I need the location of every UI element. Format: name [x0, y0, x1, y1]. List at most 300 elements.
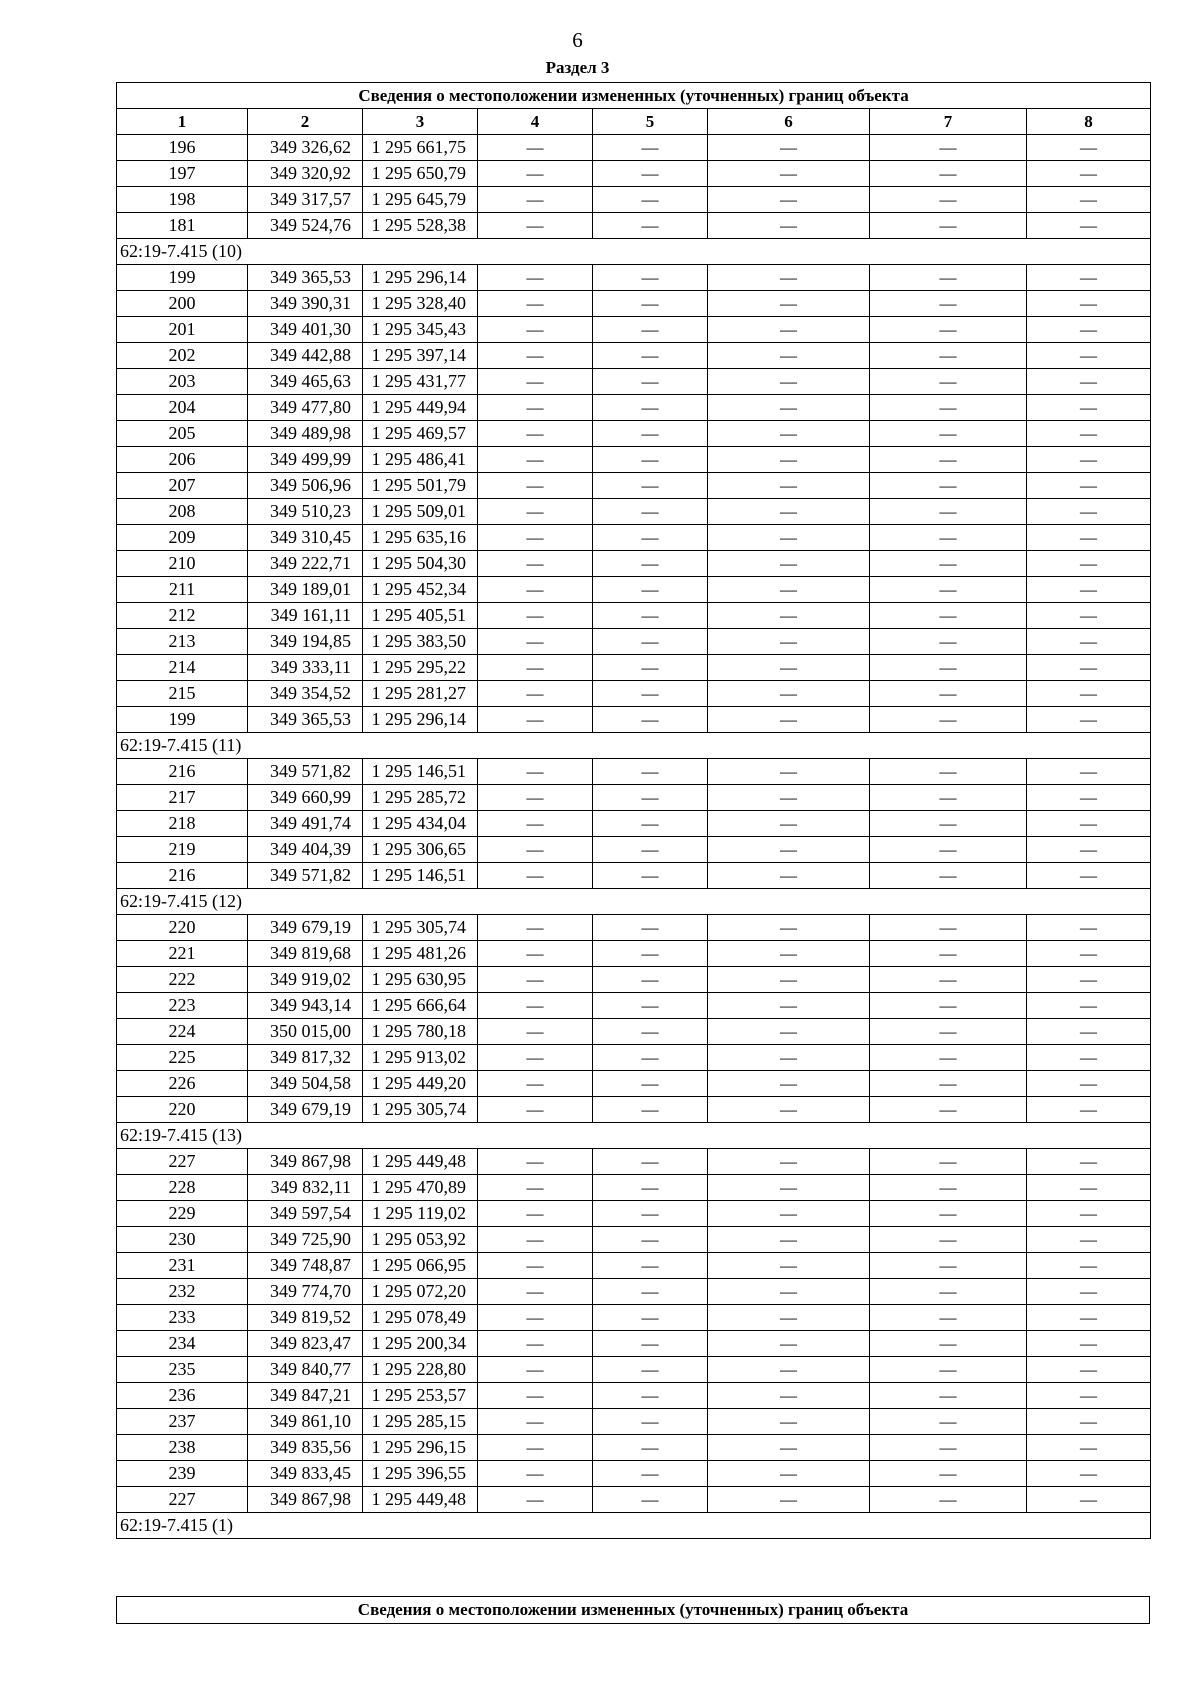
empty-value-dash: —: [1027, 447, 1151, 473]
empty-value-dash: —: [593, 863, 708, 889]
table-row: [117, 837, 1151, 863]
empty-value-dash: —: [593, 135, 708, 161]
empty-value-dash: —: [478, 1201, 593, 1227]
empty-value-dash: —: [478, 577, 593, 603]
empty-value-dash: —: [478, 603, 593, 629]
coordinate-y: 1 295 449,94: [363, 395, 478, 421]
empty-value-dash: —: [870, 863, 1027, 889]
group-header-row: [117, 239, 1151, 265]
table-row: [117, 1201, 1151, 1227]
coordinate-x: 349 326,62: [248, 135, 363, 161]
empty-value-dash: —: [593, 1201, 708, 1227]
table-row: [117, 1071, 1151, 1097]
empty-value-dash: —: [593, 369, 708, 395]
point-number: 227: [117, 1149, 248, 1175]
point-number: 210: [117, 551, 248, 577]
empty-value-dash: —: [870, 213, 1027, 239]
coordinate-x: 350 015,00: [248, 1019, 363, 1045]
empty-value-dash: —: [708, 1435, 870, 1461]
table-row: [117, 655, 1151, 681]
empty-value-dash: —: [870, 369, 1027, 395]
empty-value-dash: —: [870, 1227, 1027, 1253]
empty-value-dash: —: [870, 1097, 1027, 1123]
empty-value-dash: —: [708, 915, 870, 941]
empty-value-dash: —: [478, 863, 593, 889]
coordinate-y: 1 295 345,43: [363, 317, 478, 343]
coordinate-y: 1 295 053,92: [363, 1227, 478, 1253]
empty-value-dash: —: [593, 1409, 708, 1435]
empty-value-dash: —: [1027, 1357, 1151, 1383]
empty-value-dash: —: [708, 759, 870, 785]
empty-value-dash: —: [1027, 915, 1151, 941]
group-header-row: [117, 1513, 1151, 1539]
empty-value-dash: —: [870, 707, 1027, 733]
empty-value-dash: —: [593, 1253, 708, 1279]
empty-value-dash: —: [593, 161, 708, 187]
empty-value-dash: —: [708, 1461, 870, 1487]
empty-value-dash: —: [708, 1279, 870, 1305]
coordinate-x: 349 748,87: [248, 1253, 363, 1279]
point-number: 204: [117, 395, 248, 421]
empty-value-dash: —: [593, 551, 708, 577]
empty-value-dash: —: [593, 577, 708, 603]
empty-value-dash: —: [708, 785, 870, 811]
empty-value-dash: —: [870, 291, 1027, 317]
group-header-row: [117, 733, 1151, 759]
empty-value-dash: —: [708, 1097, 870, 1123]
coordinate-x: 349 404,39: [248, 837, 363, 863]
empty-value-dash: —: [708, 967, 870, 993]
coordinate-x: 349 679,19: [248, 1097, 363, 1123]
point-number: 215: [117, 681, 248, 707]
empty-value-dash: —: [708, 993, 870, 1019]
empty-value-dash: —: [1027, 551, 1151, 577]
coordinate-y: 1 295 635,16: [363, 525, 478, 551]
coordinate-x: 349 491,74: [248, 811, 363, 837]
empty-value-dash: —: [708, 1305, 870, 1331]
table-row: [117, 993, 1151, 1019]
empty-value-dash: —: [1027, 343, 1151, 369]
empty-value-dash: —: [1027, 577, 1151, 603]
coordinate-x: 349 365,53: [248, 707, 363, 733]
empty-value-dash: —: [870, 1383, 1027, 1409]
coordinate-x: 349 161,11: [248, 603, 363, 629]
page-number: 6: [572, 28, 583, 52]
point-number: 209: [117, 525, 248, 551]
empty-value-dash: —: [593, 785, 708, 811]
coordinate-y: 1 295 281,27: [363, 681, 478, 707]
empty-value-dash: —: [593, 1019, 708, 1045]
empty-value-dash: —: [593, 291, 708, 317]
empty-value-dash: —: [478, 629, 593, 655]
table-row: [117, 863, 1151, 889]
table-row: [117, 603, 1151, 629]
empty-value-dash: —: [593, 759, 708, 785]
empty-value-dash: —: [478, 1487, 593, 1513]
coordinate-x: 349 725,90: [248, 1227, 363, 1253]
coordinate-y: 1 295 405,51: [363, 603, 478, 629]
empty-value-dash: —: [1027, 395, 1151, 421]
empty-value-dash: —: [1027, 707, 1151, 733]
table-row: [117, 499, 1151, 525]
coordinate-x: 349 597,54: [248, 1201, 363, 1227]
empty-value-dash: —: [478, 655, 593, 681]
point-number: 239: [117, 1461, 248, 1487]
point-number: 200: [117, 291, 248, 317]
coordinate-x: 349 571,82: [248, 863, 363, 889]
coordinate-y: 1 295 434,04: [363, 811, 478, 837]
empty-value-dash: —: [478, 343, 593, 369]
table-row: [117, 187, 1151, 213]
point-number: 214: [117, 655, 248, 681]
empty-value-dash: —: [593, 525, 708, 551]
coordinates-table: [116, 82, 1151, 1539]
empty-value-dash: —: [708, 395, 870, 421]
empty-value-dash: —: [478, 447, 593, 473]
coordinate-y: 1 295 449,48: [363, 1149, 478, 1175]
coordinate-x: 349 189,01: [248, 577, 363, 603]
coordinate-y: 1 295 666,64: [363, 993, 478, 1019]
empty-value-dash: —: [708, 1045, 870, 1071]
empty-value-dash: —: [1027, 187, 1151, 213]
point-number: 196: [117, 135, 248, 161]
empty-value-dash: —: [870, 1305, 1027, 1331]
empty-value-dash: —: [870, 603, 1027, 629]
empty-value-dash: —: [1027, 1071, 1151, 1097]
empty-value-dash: —: [1027, 1331, 1151, 1357]
coordinate-y: 1 295 078,49: [363, 1305, 478, 1331]
empty-value-dash: —: [478, 1357, 593, 1383]
coordinate-y: 1 295 449,20: [363, 1071, 478, 1097]
empty-value-dash: —: [708, 499, 870, 525]
table-row: [117, 1331, 1151, 1357]
coordinate-y: 1 295 072,20: [363, 1279, 478, 1305]
empty-value-dash: —: [593, 629, 708, 655]
table-row: [117, 1461, 1151, 1487]
point-number: 230: [117, 1227, 248, 1253]
table-row: [117, 421, 1151, 447]
coordinate-x: 349 510,23: [248, 499, 363, 525]
empty-value-dash: —: [708, 1019, 870, 1045]
table-row: [117, 1019, 1151, 1045]
coordinate-x: 349 774,70: [248, 1279, 363, 1305]
coordinate-x: 349 833,45: [248, 1461, 363, 1487]
empty-value-dash: —: [870, 1435, 1027, 1461]
coordinate-x: 349 401,30: [248, 317, 363, 343]
empty-value-dash: —: [593, 967, 708, 993]
empty-value-dash: —: [1027, 1461, 1151, 1487]
coordinate-y: 1 295 396,55: [363, 1461, 478, 1487]
empty-value-dash: —: [593, 265, 708, 291]
empty-value-dash: —: [870, 1279, 1027, 1305]
empty-value-dash: —: [593, 447, 708, 473]
point-number: 205: [117, 421, 248, 447]
point-number: 216: [117, 863, 248, 889]
empty-value-dash: —: [1027, 837, 1151, 863]
empty-value-dash: —: [708, 1487, 870, 1513]
point-number: 228: [117, 1175, 248, 1201]
empty-value-dash: —: [593, 1435, 708, 1461]
empty-value-dash: —: [593, 421, 708, 447]
empty-value-dash: —: [1027, 1019, 1151, 1045]
table-row: [117, 967, 1151, 993]
empty-value-dash: —: [870, 915, 1027, 941]
empty-value-dash: —: [1027, 161, 1151, 187]
empty-value-dash: —: [708, 941, 870, 967]
table-row: [117, 1045, 1151, 1071]
table-row: [117, 1305, 1151, 1331]
empty-value-dash: —: [593, 1357, 708, 1383]
empty-value-dash: —: [593, 499, 708, 525]
empty-value-dash: —: [870, 655, 1027, 681]
coordinate-x: 349 840,77: [248, 1357, 363, 1383]
coordinate-x: 349 832,11: [248, 1175, 363, 1201]
point-number: 223: [117, 993, 248, 1019]
point-number: 234: [117, 1331, 248, 1357]
empty-value-dash: —: [870, 967, 1027, 993]
empty-value-dash: —: [708, 135, 870, 161]
empty-value-dash: —: [708, 681, 870, 707]
coordinate-x: 349 354,52: [248, 681, 363, 707]
coordinate-x: 349 489,98: [248, 421, 363, 447]
empty-value-dash: —: [708, 1071, 870, 1097]
coordinate-y: 1 295 146,51: [363, 759, 478, 785]
empty-value-dash: —: [593, 603, 708, 629]
coordinate-y: 1 295 645,79: [363, 187, 478, 213]
empty-value-dash: —: [478, 811, 593, 837]
empty-value-dash: —: [593, 993, 708, 1019]
empty-value-dash: —: [870, 993, 1027, 1019]
empty-value-dash: —: [1027, 1279, 1151, 1305]
empty-value-dash: —: [708, 1331, 870, 1357]
empty-value-dash: —: [870, 1175, 1027, 1201]
empty-value-dash: —: [478, 1227, 593, 1253]
coordinate-x: 349 320,92: [248, 161, 363, 187]
coordinate-y: 1 295 449,48: [363, 1487, 478, 1513]
coordinate-y: 1 295 780,18: [363, 1019, 478, 1045]
coordinate-x: 349 390,31: [248, 291, 363, 317]
empty-value-dash: —: [870, 317, 1027, 343]
empty-value-dash: —: [870, 1201, 1027, 1227]
empty-value-dash: —: [870, 1331, 1027, 1357]
empty-value-dash: —: [1027, 525, 1151, 551]
footer-title: Сведения о местоположении измененных (уточненных) границ объекта: [116, 1596, 1150, 1624]
column-number: 3: [363, 109, 478, 135]
table-row: [117, 1253, 1151, 1279]
coordinate-y: 1 295 383,50: [363, 629, 478, 655]
coordinate-y: 1 295 470,89: [363, 1175, 478, 1201]
group-label: 62:19-7.415 (10): [117, 239, 1151, 265]
empty-value-dash: —: [478, 1409, 593, 1435]
table-row: [117, 681, 1151, 707]
table-row: [117, 1279, 1151, 1305]
coordinate-x: 349 823,47: [248, 1331, 363, 1357]
empty-value-dash: —: [870, 629, 1027, 655]
empty-value-dash: —: [708, 1357, 870, 1383]
empty-value-dash: —: [593, 811, 708, 837]
coordinate-x: 349 310,45: [248, 525, 363, 551]
empty-value-dash: —: [593, 473, 708, 499]
empty-value-dash: —: [1027, 369, 1151, 395]
empty-value-dash: —: [870, 187, 1027, 213]
point-number: 197: [117, 161, 248, 187]
coordinate-y: 1 295 452,34: [363, 577, 478, 603]
empty-value-dash: —: [708, 187, 870, 213]
empty-value-dash: —: [708, 369, 870, 395]
empty-value-dash: —: [478, 213, 593, 239]
coordinate-y: 1 295 119,02: [363, 1201, 478, 1227]
empty-value-dash: —: [870, 135, 1027, 161]
column-number: 7: [870, 109, 1027, 135]
empty-value-dash: —: [478, 785, 593, 811]
empty-value-dash: —: [1027, 1175, 1151, 1201]
coordinate-x: 349 194,85: [248, 629, 363, 655]
table-body: [117, 83, 1151, 1539]
empty-value-dash: —: [478, 759, 593, 785]
empty-value-dash: —: [870, 681, 1027, 707]
empty-value-dash: —: [708, 629, 870, 655]
empty-value-dash: —: [478, 681, 593, 707]
table-row: [117, 1435, 1151, 1461]
empty-value-dash: —: [708, 1409, 870, 1435]
empty-value-dash: —: [478, 1383, 593, 1409]
empty-value-dash: —: [593, 941, 708, 967]
table-row: [117, 525, 1151, 551]
coordinate-x: 349 222,71: [248, 551, 363, 577]
table-row: [117, 811, 1151, 837]
coordinate-y: 1 295 066,95: [363, 1253, 478, 1279]
table-row: [117, 577, 1151, 603]
empty-value-dash: —: [870, 473, 1027, 499]
empty-value-dash: —: [1027, 317, 1151, 343]
empty-value-dash: —: [478, 317, 593, 343]
coordinate-y: 1 295 200,34: [363, 1331, 478, 1357]
column-number: 1: [117, 109, 248, 135]
empty-value-dash: —: [478, 135, 593, 161]
empty-value-dash: —: [1027, 1149, 1151, 1175]
empty-value-dash: —: [708, 655, 870, 681]
empty-value-dash: —: [708, 1227, 870, 1253]
empty-value-dash: —: [870, 499, 1027, 525]
empty-value-dash: —: [478, 915, 593, 941]
empty-value-dash: —: [1027, 1409, 1151, 1435]
empty-value-dash: —: [478, 967, 593, 993]
table-row: [117, 291, 1151, 317]
point-number: 229: [117, 1201, 248, 1227]
empty-value-dash: —: [870, 1019, 1027, 1045]
coordinate-y: 1 295 295,22: [363, 655, 478, 681]
empty-value-dash: —: [478, 421, 593, 447]
empty-value-dash: —: [478, 707, 593, 733]
empty-value-dash: —: [708, 811, 870, 837]
group-header-row: [117, 889, 1151, 915]
empty-value-dash: —: [1027, 1487, 1151, 1513]
empty-value-dash: —: [870, 1409, 1027, 1435]
empty-value-dash: —: [478, 265, 593, 291]
empty-value-dash: —: [708, 1253, 870, 1279]
empty-value-dash: —: [593, 915, 708, 941]
empty-value-dash: —: [478, 499, 593, 525]
coordinate-y: 1 295 285,15: [363, 1409, 478, 1435]
coordinate-y: 1 295 296,14: [363, 265, 478, 291]
empty-value-dash: —: [870, 941, 1027, 967]
empty-value-dash: —: [1027, 941, 1151, 967]
empty-value-dash: —: [708, 707, 870, 733]
point-number: 212: [117, 603, 248, 629]
empty-value-dash: —: [593, 1175, 708, 1201]
empty-value-dash: —: [708, 265, 870, 291]
column-number: 6: [708, 109, 870, 135]
coordinate-y: 1 295 397,14: [363, 343, 478, 369]
empty-value-dash: —: [593, 1305, 708, 1331]
coordinate-y: 1 295 305,74: [363, 1097, 478, 1123]
table-row: [117, 395, 1151, 421]
coordinate-y: 1 295 486,41: [363, 447, 478, 473]
table-row: [117, 1357, 1151, 1383]
table-row: [117, 707, 1151, 733]
table-row: [117, 265, 1151, 291]
empty-value-dash: —: [708, 577, 870, 603]
point-number: 208: [117, 499, 248, 525]
empty-value-dash: —: [593, 1461, 708, 1487]
empty-value-dash: —: [870, 785, 1027, 811]
empty-value-dash: —: [478, 1045, 593, 1071]
coordinate-x: 349 835,56: [248, 1435, 363, 1461]
group-header-row: [117, 1123, 1151, 1149]
empty-value-dash: —: [870, 343, 1027, 369]
empty-value-dash: —: [593, 213, 708, 239]
point-number: 181: [117, 213, 248, 239]
table-row: [117, 1409, 1151, 1435]
table-title-row: [117, 83, 1151, 109]
empty-value-dash: —: [708, 343, 870, 369]
table-row: [117, 1097, 1151, 1123]
coordinate-y: 1 295 509,01: [363, 499, 478, 525]
empty-value-dash: —: [870, 1357, 1027, 1383]
empty-value-dash: —: [708, 1201, 870, 1227]
empty-value-dash: —: [870, 1149, 1027, 1175]
coordinate-y: 1 295 431,77: [363, 369, 478, 395]
coordinate-y: 1 295 285,72: [363, 785, 478, 811]
empty-value-dash: —: [1027, 1201, 1151, 1227]
empty-value-dash: —: [708, 1175, 870, 1201]
empty-value-dash: —: [708, 525, 870, 551]
point-number: 226: [117, 1071, 248, 1097]
coordinate-x: 349 506,96: [248, 473, 363, 499]
point-number: 236: [117, 1383, 248, 1409]
empty-value-dash: —: [478, 1279, 593, 1305]
coordinate-y: 1 295 228,80: [363, 1357, 478, 1383]
coordinate-y: 1 295 913,02: [363, 1045, 478, 1071]
empty-value-dash: —: [870, 1071, 1027, 1097]
empty-value-dash: —: [1027, 1435, 1151, 1461]
empty-value-dash: —: [870, 395, 1027, 421]
empty-value-dash: —: [1027, 655, 1151, 681]
group-label: 62:19-7.415 (1): [117, 1513, 1151, 1539]
empty-value-dash: —: [593, 1383, 708, 1409]
empty-value-dash: —: [708, 317, 870, 343]
coordinate-x: 349 679,19: [248, 915, 363, 941]
coordinate-x: 349 867,98: [248, 1487, 363, 1513]
empty-value-dash: —: [478, 369, 593, 395]
point-number: 203: [117, 369, 248, 395]
empty-value-dash: —: [1027, 603, 1151, 629]
coordinate-x: 349 524,76: [248, 213, 363, 239]
coordinate-x: 349 317,57: [248, 187, 363, 213]
empty-value-dash: —: [1027, 681, 1151, 707]
coordinate-x: 349 819,68: [248, 941, 363, 967]
point-number: 235: [117, 1357, 248, 1383]
